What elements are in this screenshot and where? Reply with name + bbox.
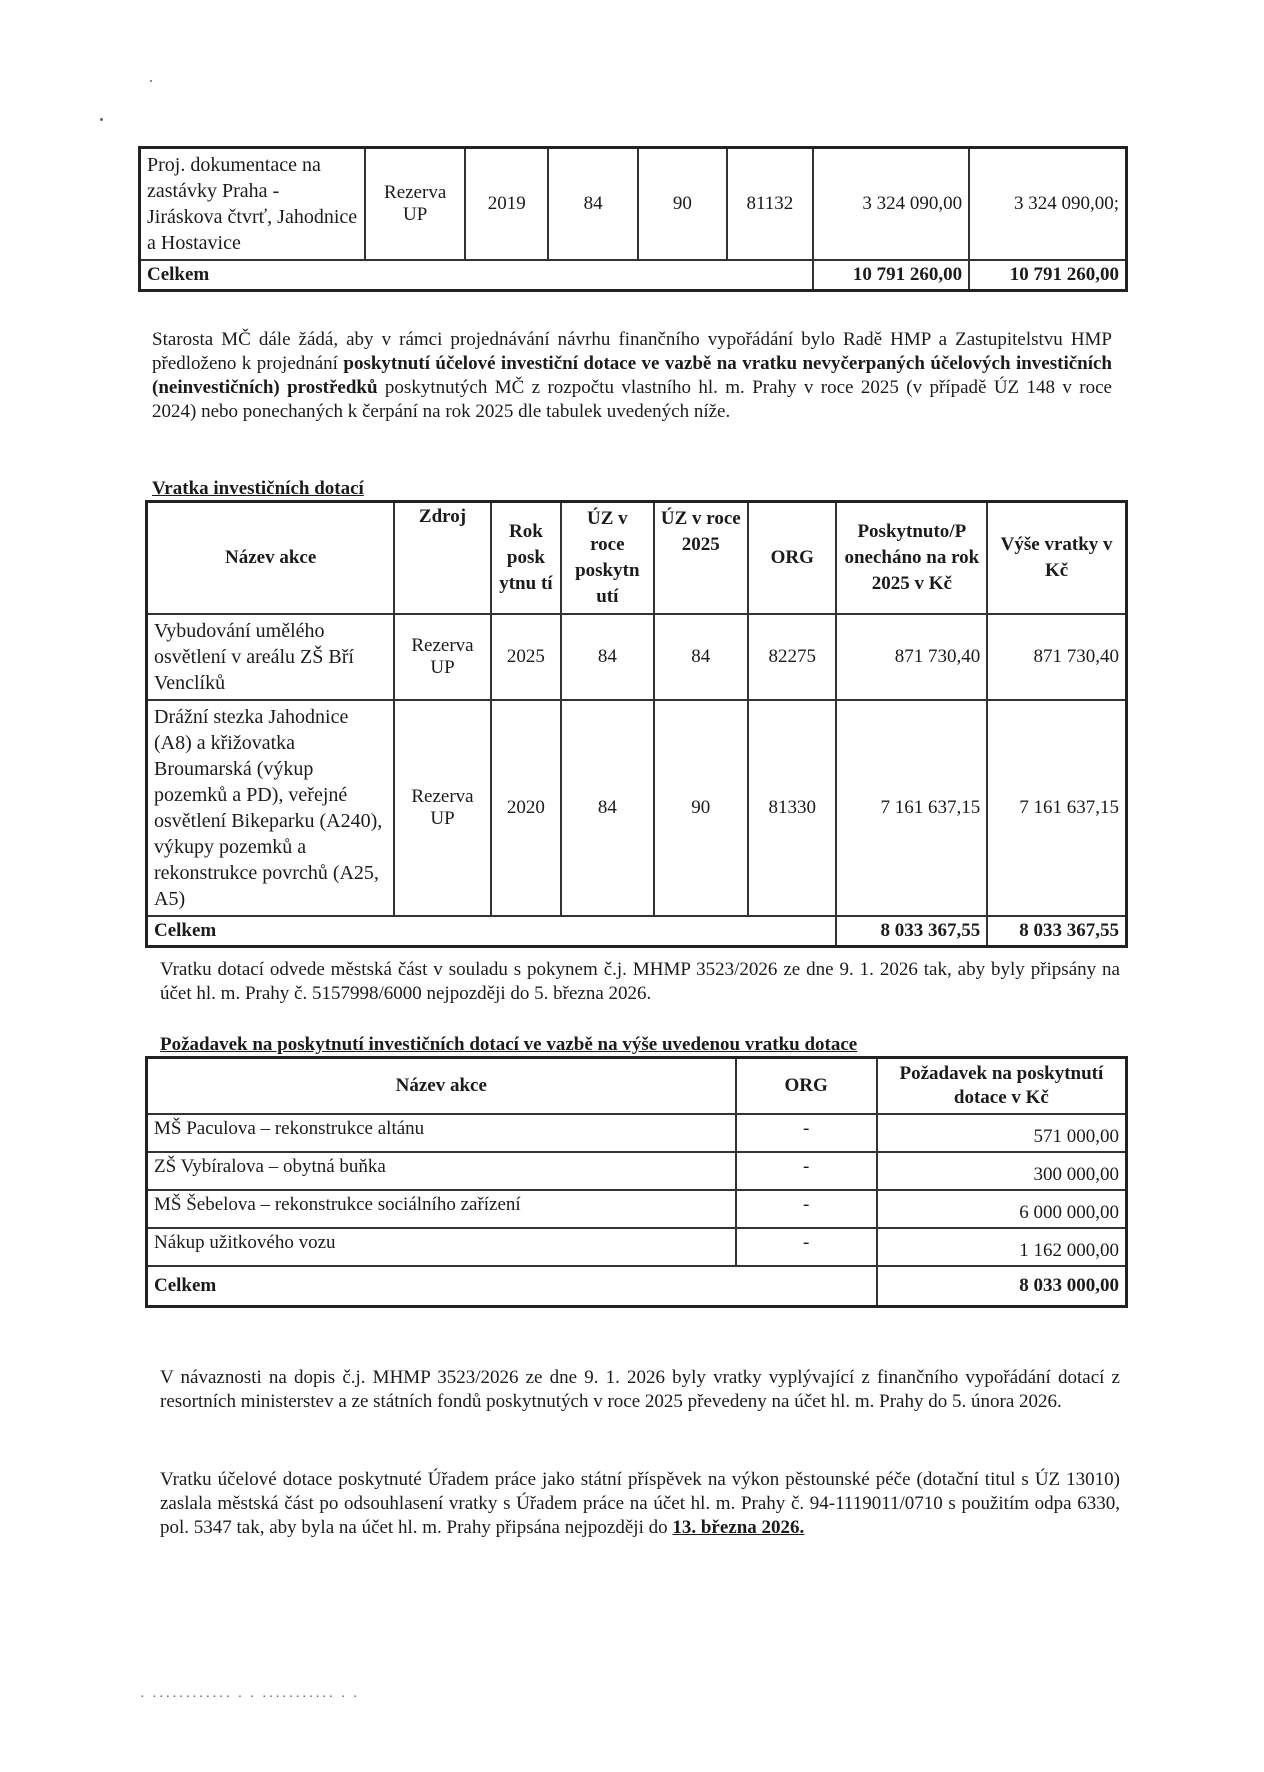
col-org-header: ORG [748, 502, 836, 615]
paragraph-refund-instructions: Vratku dotací odvede městská část v souladu s pokynem č.j. MHMP 3523/2026 ze dne 9. 1. 2026 tak, aby byly připsány na účet hl. m. Prahy č. 5157998/6000 nejpozději do 5. března 2026. [160, 959, 1120, 1004]
top-table [138, 146, 1128, 292]
refund-cell: 871 730,40 [987, 614, 1126, 700]
table-row [140, 148, 1127, 261]
total-amount: 8 033 000,00 [877, 1266, 1127, 1306]
total-label: Celkem [140, 260, 813, 291]
amount-cell: 7 161 637,15 [836, 700, 987, 916]
uz-year-cell: 84 [561, 700, 653, 916]
scan-speck [100, 118, 103, 121]
refund-table-heading: Vratka investičních dotací [152, 478, 364, 499]
total-row [147, 1266, 1127, 1306]
total-amount: 8 033 367,55 [836, 916, 987, 947]
org-cell: - [736, 1190, 877, 1228]
uz-year-cell: 84 [561, 614, 653, 700]
col-refund-header: Výše vratky v Kč [987, 502, 1126, 615]
uz-year-cell: 84 [548, 148, 637, 261]
source-cell: Rezerva UP [365, 148, 465, 261]
org-cell: 82275 [748, 614, 836, 700]
refund-table [145, 500, 1128, 948]
action-name: ZŠ Vybíralova – obytná buňka [147, 1152, 736, 1190]
amount-cell: 1 162 000,00 [877, 1228, 1127, 1266]
source-cell: Rezerva UP [394, 614, 490, 700]
refund-cell: 3 324 090,00; [969, 148, 1126, 261]
paragraph-ministry-refunds: V návaznosti na dopis č.j. MHMP 3523/2026 ze dne 9. 1. 2026 byly vratky vyplývající z finančního vypořádání dotací z resortních ministerstev a ze státních fondů poskytnutých v roce 2025 převedeny na účet hl. m. Prahy do 5. února 2026. [160, 1367, 1120, 1412]
request-table [145, 1056, 1128, 1308]
amount-cell: 300 000,00 [877, 1152, 1127, 1190]
org-cell: - [736, 1114, 877, 1152]
col-year-header: Rok posk ytnu tí [491, 502, 561, 615]
request-table-heading: Požadavek na poskytnutí investičních dotací ve vazbě na výše uvedenou vratku dotace [160, 1034, 858, 1055]
header-row [147, 1058, 1127, 1115]
uz-2025-cell: 90 [654, 700, 748, 916]
paragraph-bold-text: poskytnutí účelové investiční dotace ve vazbě na vratku nevyčerpaných účelových investičních (neinvestičních) prostředků [152, 353, 1113, 398]
paragraph-text: Starosta MČ dále žádá, aby v rámci projednávání návrhu finančního vypořádání bylo Radě HMP a Zastupitelstvu HMP předloženo k projednání [152, 329, 1112, 374]
refund-cell: 7 161 637,15 [987, 700, 1126, 916]
uz-2025-cell: 90 [638, 148, 727, 261]
total-amount: 10 791 260,00 [813, 260, 969, 291]
action-name: Vybudování umělého osvětlení v areálu ZŠ Bří Venclíků [147, 614, 395, 700]
total-refund: 10 791 260,00 [969, 260, 1126, 291]
table-row [147, 1228, 1127, 1266]
col-amount-header: Poskytnuto/P onecháno na rok 2025 v Kč [836, 502, 987, 615]
col-org-header: ORG [736, 1058, 877, 1115]
table-row [147, 1152, 1127, 1190]
table-row [147, 700, 1127, 916]
table-row [147, 1114, 1127, 1152]
org-cell: 81132 [727, 148, 813, 261]
amount-cell: 571 000,00 [877, 1114, 1127, 1152]
year-cell: 2019 [465, 148, 548, 261]
col-source-header: Zdroj [394, 502, 490, 615]
col-name-header: Název akce [147, 1058, 736, 1115]
col-uz-year-header: ÚZ v roce poskytn utí [561, 502, 653, 615]
paragraph-request [152, 328, 1112, 424]
deadline-date: 13. března 2026. [672, 1517, 805, 1538]
paragraph-text: poskytnutých MČ z rozpočtu vlastního hl. m. Prahy v roce 2025 (v případě ÚZ 148 v roce 2024) nebo ponechaných k čerpání na rok 2025 dle tabulek uvedených níže. [152, 377, 1112, 422]
table-row [147, 1190, 1127, 1228]
footer-dots: · ············ · · ··········· · · [140, 1690, 360, 1705]
header-row [147, 502, 1127, 615]
year-cell: 2020 [491, 700, 561, 916]
total-label: Celkem [147, 1266, 877, 1306]
paragraph-text: Vratku účelové dotace poskytnuté Úřadem práce jako státní příspěvek na výkon pěstounské péče (dotační titul s ÚZ 13010) zaslala městská část po odsouhlasení vratky s Úřadem práce na účet hl. m. Prahy č. 94-1119011/0710 s použitím odpa 6330, pol. 5347 tak, aby byla na účet hl. m. Prahy připsána nejpozději do [160, 1469, 1120, 1538]
source-cell: Rezerva UP [394, 700, 490, 916]
amount-cell: 3 324 090,00 [813, 148, 969, 261]
amount-cell: 6 000 000,00 [877, 1190, 1127, 1228]
org-cell: 81330 [748, 700, 836, 916]
year-cell: 2025 [491, 614, 561, 700]
col-name-header: Název akce [147, 502, 395, 615]
col-uz-2025-header: ÚZ v roce 2025 [654, 502, 748, 615]
col-amount-header: Požadavek na poskytnutí dotace v Kč [877, 1058, 1127, 1115]
org-cell: - [736, 1228, 877, 1266]
action-name: Proj. dokumentace na zastávky Praha - Jiráskova čtvrť, Jahodnice a Hostavice [140, 148, 366, 261]
scan-speck [150, 80, 152, 82]
action-name: MŠ Šebelova – rekonstrukce sociálního zařízení [147, 1190, 736, 1228]
total-refund: 8 033 367,55 [987, 916, 1126, 947]
action-name: Drážní stezka Jahodnice (A8) a křižovatka Broumarská (výkup pozemků a PD), veřejné osvětlení Bikeparku (A240), výkupy pozemků a rekonstrukce povrchů (A25, A5) [147, 700, 395, 916]
total-row [147, 916, 1127, 947]
action-name: MŠ Paculova – rekonstrukce altánu [147, 1114, 736, 1152]
uz-2025-cell: 84 [654, 614, 748, 700]
org-cell: - [736, 1152, 877, 1190]
action-name: Nákup užitkového vozu [147, 1228, 736, 1266]
amount-cell: 871 730,40 [836, 614, 987, 700]
paragraph-labour-office-refund [160, 1468, 1120, 1540]
table-row [147, 614, 1127, 700]
total-row [140, 260, 1127, 291]
total-label: Celkem [147, 916, 837, 947]
